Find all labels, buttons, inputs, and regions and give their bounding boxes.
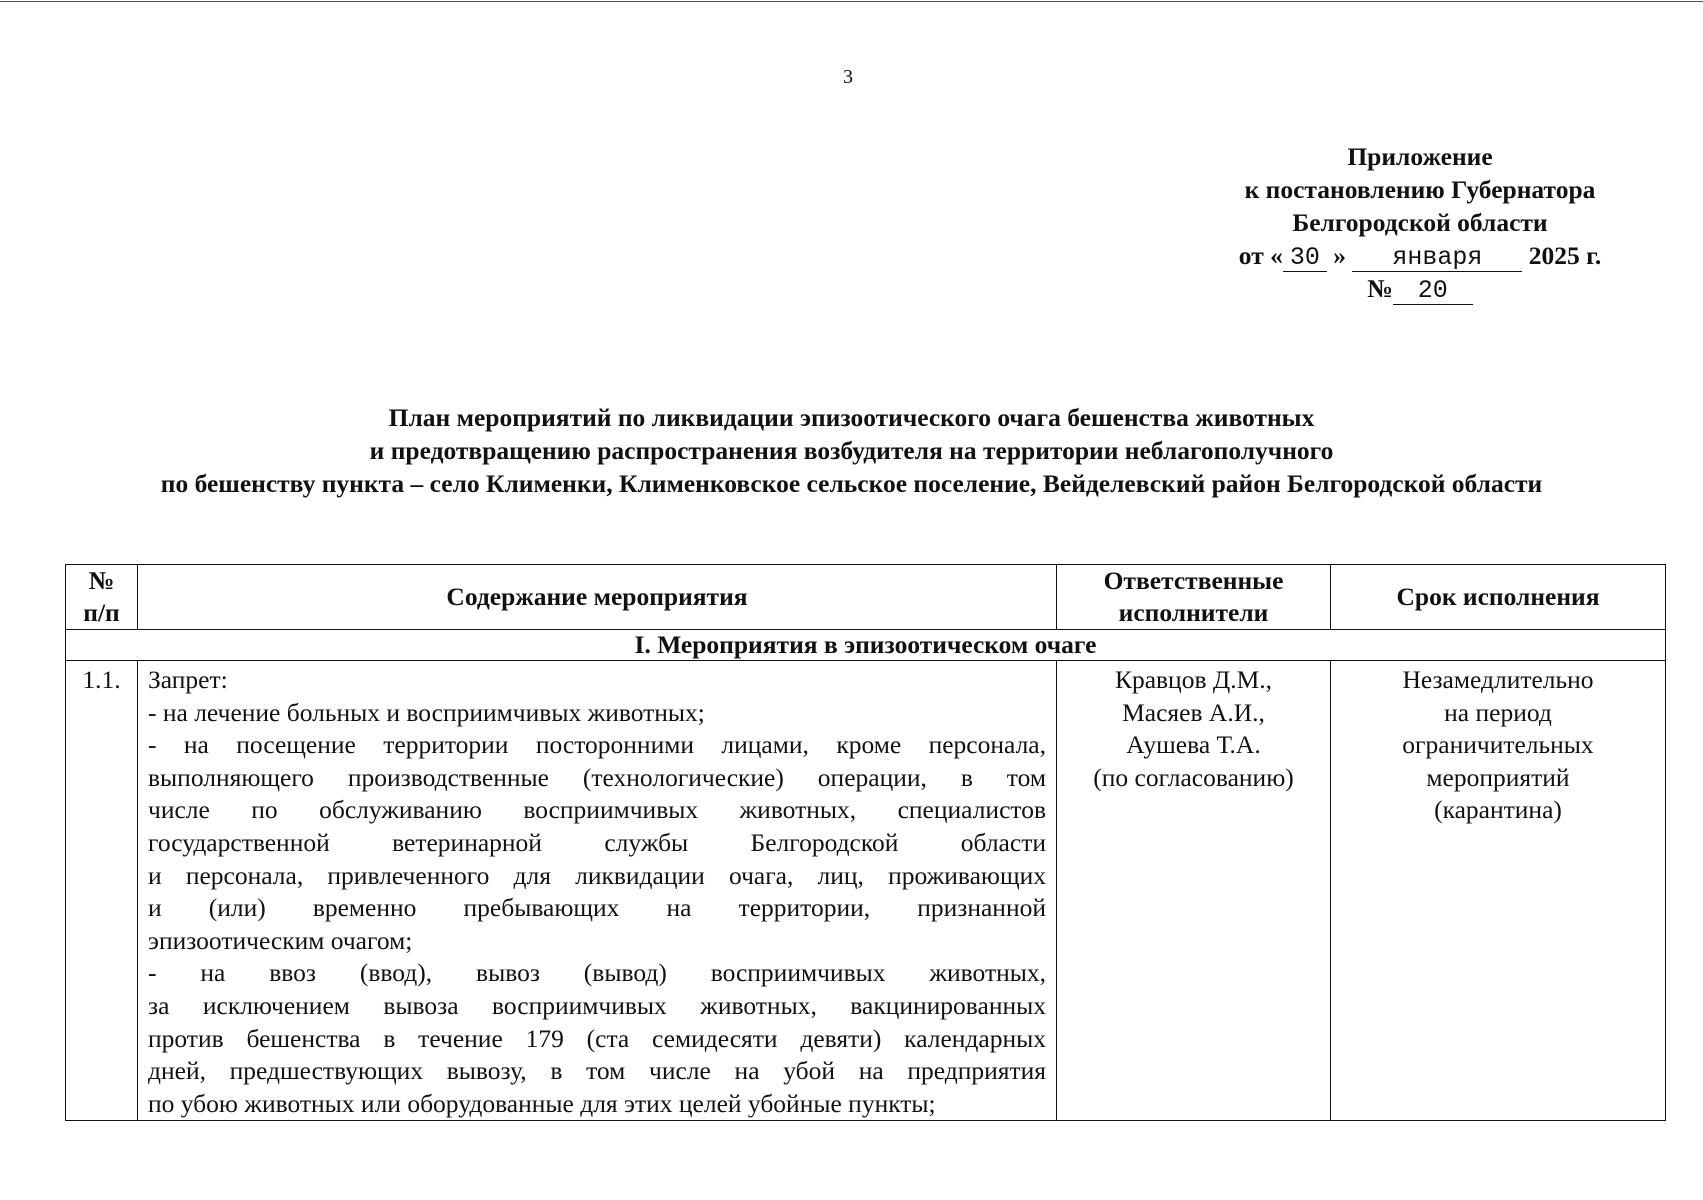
section-title: I. Мероприятия в эпизоотическом очаге — [66, 630, 1666, 661]
date-year: 2025 г. — [1528, 241, 1602, 270]
plan-title-line-3: по бешенству пункта – село Клименки, Клименковское сельское поселение, Вейделевский район Белгородской области — [160, 469, 1543, 498]
content-line: и персонала, привлеченного для ликвидации очага, лиц, проживающих — [148, 860, 1046, 890]
row-responsible — [1057, 661, 1331, 1121]
header-number: № п/п — [66, 565, 138, 630]
responsible-person: Аушева Т.А. — [1126, 730, 1261, 760]
header-term: Срок исполнения — [1331, 565, 1666, 630]
date-mid: » — [1333, 241, 1346, 270]
measures-table — [65, 564, 1666, 1121]
responsible-note: (по согласованию) — [1093, 762, 1294, 792]
row-number: 1.1. — [66, 661, 138, 1121]
appendix-block — [1180, 140, 1660, 305]
number-value: 20 — [1393, 278, 1473, 305]
term-line: Незамедлительно — [1402, 665, 1594, 694]
content-line: и (или) временно пребывающих на территории, признанной — [148, 893, 1046, 923]
date-prefix: от « — [1238, 241, 1283, 270]
appendix-line-region: Белгородской области — [1292, 208, 1548, 237]
content-line: дней, предшествующих вывозу, в том числе на убой на предприятия — [148, 1056, 1046, 1086]
content-line: - на посещение территории посторонними лицами, кроме персонала, — [148, 730, 1046, 760]
content-line: выполняющего производственные (технологические) операции, в том — [148, 762, 1046, 792]
row-term — [1331, 661, 1666, 1121]
content-line: за исключением вывоза восприимчивых животных, вакцинированных — [148, 990, 1046, 1020]
term-line: (карантина) — [1434, 795, 1562, 825]
plan-title-line-1: План мероприятий по ликвидации эпизоотического очага бешенства животных — [388, 403, 1315, 432]
appendix-number — [1180, 272, 1660, 305]
date-day: 30 — [1283, 245, 1327, 272]
plan-title — [0, 401, 1703, 500]
row-content — [138, 661, 1057, 1121]
table-row — [66, 661, 1666, 1121]
content-line: государственной ветеринарной службы Белгородской области — [148, 827, 1046, 857]
term-line: на период — [1444, 697, 1552, 727]
responsible-person: Кравцов Д.М., — [1114, 665, 1273, 694]
table-header-row — [66, 565, 1666, 630]
appendix-date — [1180, 239, 1660, 272]
number-prefix: № — [1367, 274, 1393, 303]
appendix-title: Приложение — [1347, 142, 1493, 171]
plan-title-line-2: и предотвращению распространения возбудителя на территории неблагополучного — [369, 436, 1334, 465]
content-line: против бешенства в течение 179 (ста семидесяти девяти) календарных — [148, 1023, 1046, 1053]
term-line: ограничительных — [1402, 730, 1594, 760]
content-line: - на ввоз (ввод), вывоз (вывод) восприимчивых животных, — [148, 958, 1046, 988]
content-line: эпизоотическим очагом; — [148, 925, 413, 955]
header-responsible: Ответственные исполнители — [1057, 565, 1331, 630]
content-line: Запрет: — [148, 665, 228, 694]
appendix-line-governor: к постановлению Губернатора — [1244, 175, 1596, 204]
term-line: мероприятий — [1426, 762, 1570, 792]
date-month: января — [1352, 245, 1522, 272]
content-line: - на лечение больных и восприимчивых животных; — [148, 697, 705, 727]
section-row — [66, 630, 1666, 661]
responsible-person: Масяев А.И., — [1122, 697, 1265, 727]
page-top-edge — [0, 1, 1703, 2]
content-line: числе по обслуживанию восприимчивых животных, специалистов — [148, 795, 1046, 825]
content-line: по убою животных или оборудованные для этих целей убойные пункты; — [148, 1088, 936, 1118]
page-number: 3 — [843, 66, 853, 88]
header-content: Содержание мероприятия — [138, 565, 1057, 630]
